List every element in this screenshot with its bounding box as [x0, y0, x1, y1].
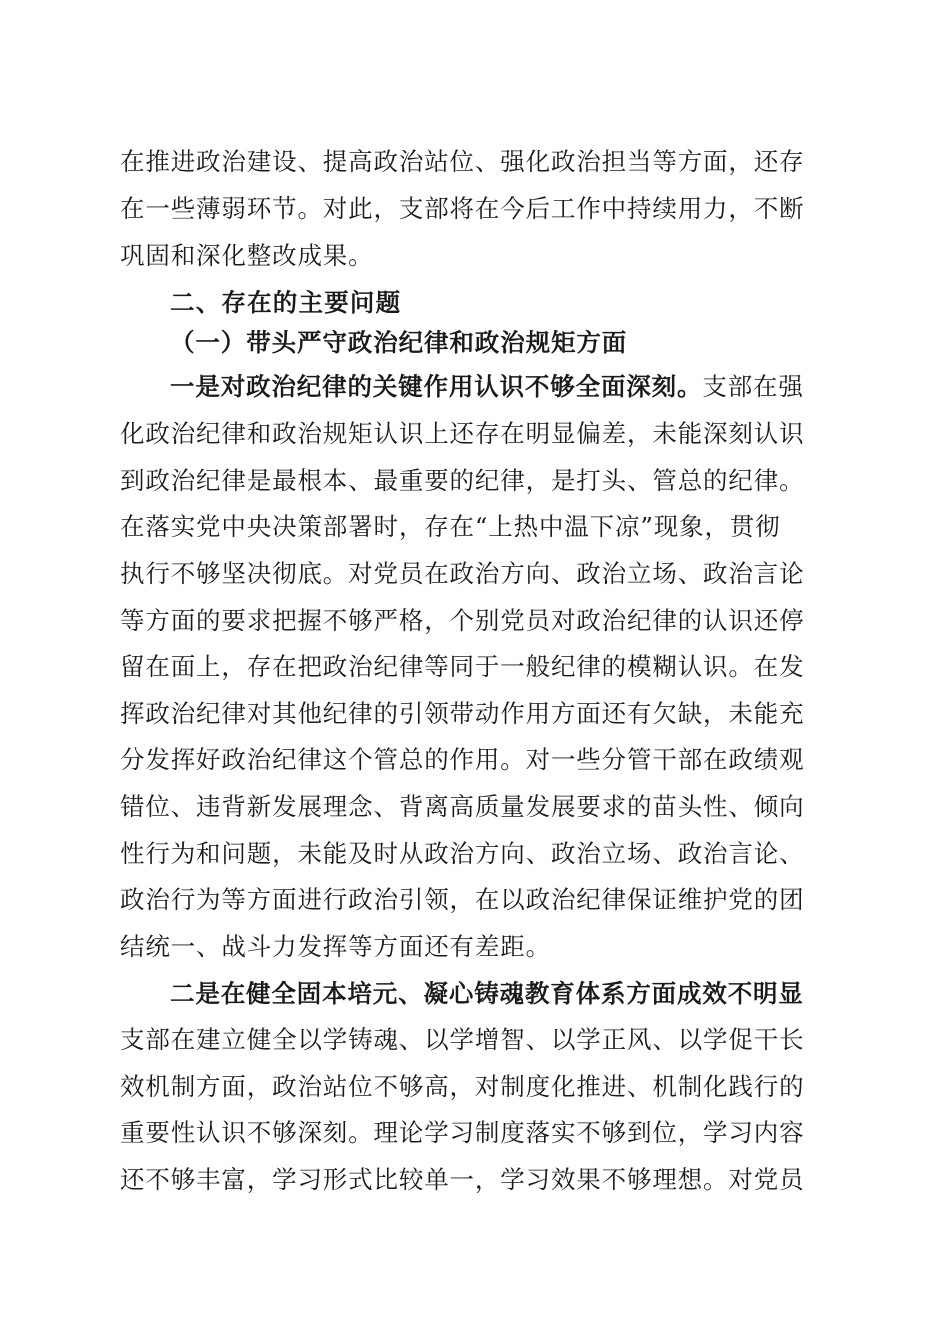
paragraph-line: 执行不够坚决彻底。对党员在政治方向、政治立场、政治言论 — [120, 559, 805, 588]
paragraph-line: 结统一、战斗力发挥等方面还有差距。 — [120, 932, 551, 961]
point-one-lead: 一是对政治纪律的关键作用认识不够全面深刻。 — [170, 372, 703, 401]
subsection-heading: （一）带头严守政治纪律和政治规矩方面 — [170, 328, 628, 357]
paragraph-line: 性行为和问题，未能及时从政治方向、政治立场、政治言论、 — [120, 839, 805, 868]
paragraph-line: 等方面的要求把握不够严格，个别党员对政治纪律的认识还停 — [120, 606, 805, 635]
paragraph-line: 巩固和深化整改成果。 — [120, 241, 374, 270]
paragraph-line: 化政治纪律和政治规矩认识上还存在明显偏差，未能深刻认识 — [120, 419, 805, 448]
paragraph-line: 重要性认识不够深刻。理论学习制度落实不够到位，学习内容 — [120, 1118, 805, 1147]
paragraph-line: 错位、违背新发展理念、背离高质量发展要求的苗头性、倾向 — [120, 792, 805, 821]
paragraph-line: 挥政治纪律对其他纪律的引领带动作用方面还有欠缺，未能充 — [120, 699, 805, 728]
section-heading: 二、存在的主要问题 — [170, 288, 402, 317]
point-two-lead: 二是在健全固本培元、凝心铸魂教育体系方面成效不明显 — [170, 979, 804, 1008]
paragraph-line: 效机制方面，政治站位不够高，对制度化推进、机制化践行的 — [120, 1072, 805, 1101]
paragraph-line: 分发挥好政治纪律这个管总的作用。对一些分管干部在政绩观 — [120, 745, 805, 774]
paragraph-line: 在一些薄弱环节。对此，支部将在今后工作中持续用力，不断 — [120, 194, 805, 223]
paragraph-line: 支部在建立健全以学铸魂、以学增智、以学正风、以学促干长 — [120, 1025, 805, 1054]
paragraph-line: 留在面上，存在把政治纪律等同于一般纪律的模糊认识。在发 — [120, 652, 805, 681]
point-one-first-line — [170, 373, 830, 401]
point-one-first-line-rest: 支部在强 — [702, 372, 804, 401]
paragraph-line: 政治行为等方面进行政治引领，在以政治纪律保证维护党的团 — [120, 885, 805, 914]
paragraph-line: 还不够丰富，学习形式比较单一，学习效果不够理想。对党员 — [120, 1165, 805, 1194]
paragraph-line: 到政治纪律是最根本、最重要的纪律，是打头、管总的纪律。 — [120, 466, 805, 495]
paragraph-line: 在落实党中央决策部署时，存在“上热中温下凉”现象，贯彻 — [120, 512, 781, 541]
paragraph-line: 在推进政治建设、提高政治站位、强化政治担当等方面，还存 — [120, 147, 805, 176]
